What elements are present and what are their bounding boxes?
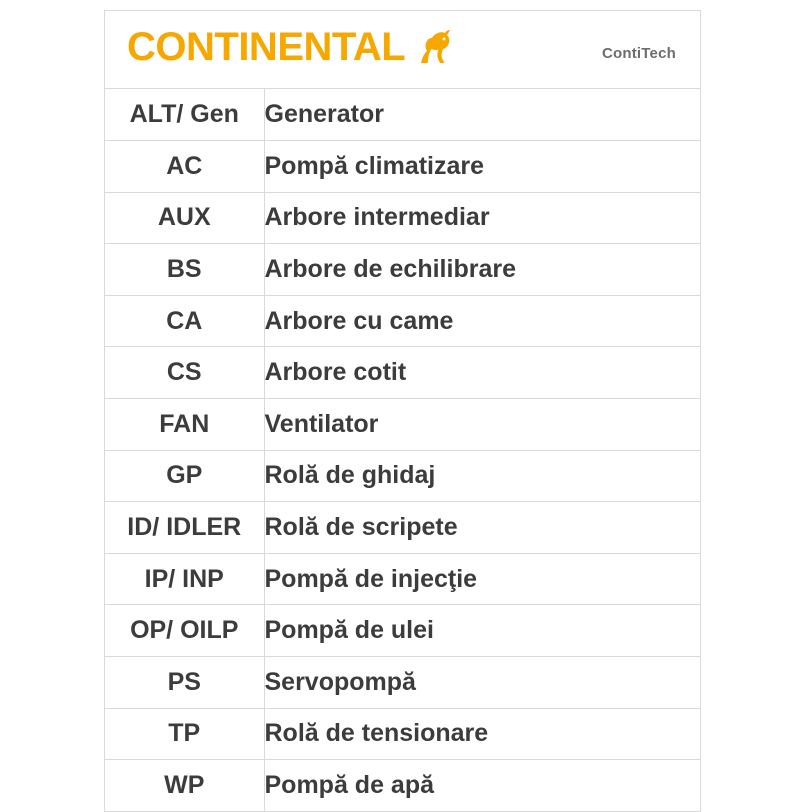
- contitech-wordmark: ContiTech: [601, 45, 676, 62]
- table-row: [105, 502, 700, 554]
- abbr-cell: ALT/ Gen: [105, 89, 264, 141]
- desc-cell: Arbore intermediar: [264, 192, 700, 244]
- table-row: [105, 450, 700, 502]
- table-row: [105, 657, 700, 709]
- abbr-cell: AUX: [105, 192, 264, 244]
- desc-cell: Ventilator: [264, 399, 700, 451]
- abbr-cell: ID/ IDLER: [105, 502, 264, 554]
- desc-cell: Arbore cu came: [264, 295, 700, 347]
- desc-cell: Generator: [264, 89, 700, 141]
- abbr-cell: WP: [105, 760, 264, 812]
- brand-header: [105, 11, 700, 89]
- desc-cell: Pompă de injecţie: [264, 553, 700, 605]
- legend-card: [104, 10, 701, 812]
- table-row: [105, 192, 700, 244]
- table-row: [105, 553, 700, 605]
- desc-cell: Rolă de tensionare: [264, 708, 700, 760]
- desc-cell: Arbore de echilibrare: [264, 244, 700, 296]
- abbreviation-legend-table: [105, 89, 700, 811]
- table-row: [105, 399, 700, 451]
- abbr-cell: GP: [105, 450, 264, 502]
- table-row: [105, 708, 700, 760]
- table-row: [105, 244, 700, 296]
- desc-cell: Pompă climatizare: [264, 141, 700, 193]
- desc-cell: Rolă de ghidaj: [264, 450, 700, 502]
- desc-cell: Arbore cotit: [264, 347, 700, 399]
- brand-wordmark: CONTINENTAL: [127, 25, 406, 69]
- table-row: [105, 347, 700, 399]
- table-row: [105, 89, 700, 141]
- table-row: [105, 295, 700, 347]
- legend-table-body: [105, 89, 700, 811]
- abbr-cell: OP/ OILP: [105, 605, 264, 657]
- desc-cell: Servopompă: [264, 657, 700, 709]
- abbr-cell: IP/ INP: [105, 553, 264, 605]
- desc-cell: Pompă de ulei: [264, 605, 700, 657]
- abbr-cell: CS: [105, 347, 264, 399]
- abbr-cell: CA: [105, 295, 264, 347]
- table-row: [105, 605, 700, 657]
- table-row: [105, 141, 700, 193]
- desc-cell: Rolă de scripete: [264, 502, 700, 554]
- horse-logo-icon: [413, 27, 457, 76]
- abbr-cell: TP: [105, 708, 264, 760]
- abbr-cell: BS: [105, 244, 264, 296]
- table-row: [105, 760, 700, 812]
- abbr-cell: PS: [105, 657, 264, 709]
- abbr-cell: FAN: [105, 399, 264, 451]
- desc-cell: Pompă de apă: [264, 760, 700, 812]
- abbr-cell: AC: [105, 141, 264, 193]
- continental-logo: [127, 25, 457, 76]
